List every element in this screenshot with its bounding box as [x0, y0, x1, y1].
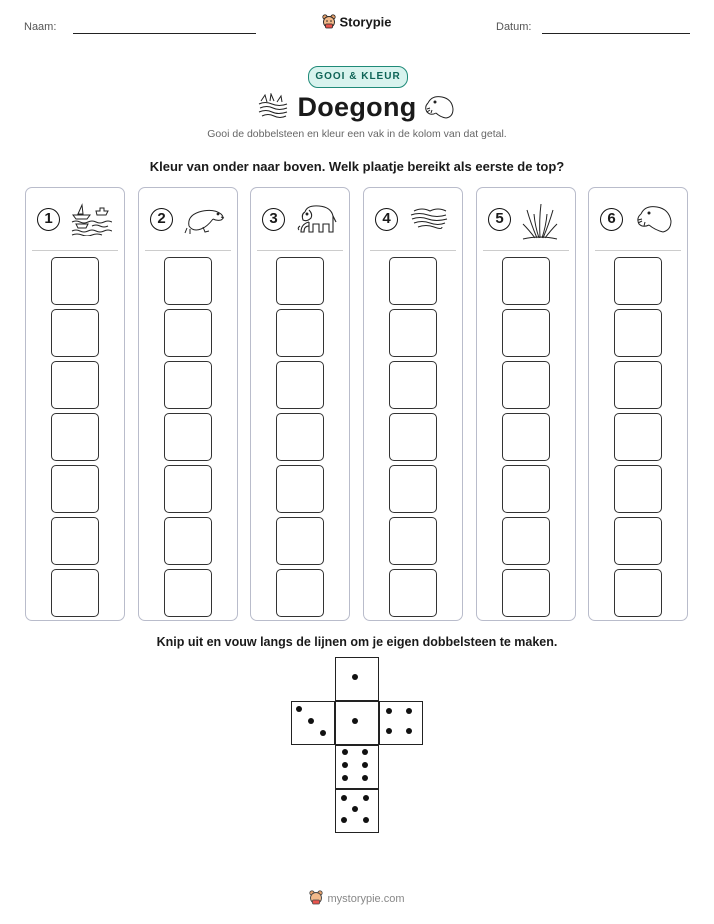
- column-header: [364, 188, 462, 250]
- die-face-1: [335, 701, 379, 745]
- die-pip: [352, 674, 358, 680]
- date-line: [542, 33, 690, 34]
- storypie-logo-icon: [309, 890, 323, 908]
- color-box[interactable]: [164, 257, 212, 305]
- color-box[interactable]: [276, 517, 324, 565]
- column-header: [589, 188, 687, 250]
- color-box[interactable]: [389, 517, 437, 565]
- color-box[interactable]: [51, 465, 99, 513]
- die-pip: [342, 762, 348, 768]
- column-divider: [257, 250, 343, 251]
- color-box[interactable]: [502, 569, 550, 617]
- die-pip: [362, 775, 368, 781]
- color-box[interactable]: [276, 465, 324, 513]
- dice-column-6: [588, 187, 688, 621]
- color-box[interactable]: [614, 257, 662, 305]
- die-pip: [352, 806, 358, 812]
- die-pip: [320, 730, 326, 736]
- column-number: 5: [488, 208, 511, 231]
- dugong-face-icon: [633, 202, 677, 241]
- dugong-face-icon: [422, 93, 456, 126]
- color-box[interactable]: [51, 517, 99, 565]
- color-box[interactable]: [502, 413, 550, 461]
- color-box[interactable]: [502, 361, 550, 409]
- color-box[interactable]: [614, 517, 662, 565]
- die-pip: [352, 718, 358, 724]
- color-box[interactable]: [389, 257, 437, 305]
- brand-name: Storypie: [339, 14, 392, 30]
- dice-column-2: [138, 187, 238, 621]
- color-box[interactable]: [614, 465, 662, 513]
- color-box[interactable]: [614, 569, 662, 617]
- column-divider: [483, 250, 569, 251]
- column-number: 2: [150, 208, 173, 231]
- die-pip: [296, 706, 302, 712]
- die-pip: [386, 708, 392, 714]
- column-number: 6: [600, 208, 623, 231]
- die-face-1: [335, 657, 379, 701]
- die-pip: [362, 749, 368, 755]
- column-divider: [145, 250, 231, 251]
- color-box[interactable]: [389, 309, 437, 357]
- column-header: [477, 188, 575, 250]
- column-divider: [595, 250, 681, 251]
- color-box[interactable]: [389, 413, 437, 461]
- die-face-5: [335, 789, 379, 833]
- dice-column-1: [25, 187, 125, 621]
- color-box[interactable]: [614, 413, 662, 461]
- dice-column-3: [250, 187, 350, 621]
- column-number: 1: [37, 208, 60, 231]
- color-box[interactable]: [502, 517, 550, 565]
- die-face-3: [291, 701, 335, 745]
- color-box[interactable]: [502, 465, 550, 513]
- boats-icon: [70, 202, 112, 241]
- die-pip: [342, 749, 348, 755]
- die-pip: [406, 708, 412, 714]
- color-box[interactable]: [276, 257, 324, 305]
- color-box[interactable]: [389, 569, 437, 617]
- color-box[interactable]: [502, 257, 550, 305]
- dice-column-5: [476, 187, 576, 621]
- color-box[interactable]: [389, 361, 437, 409]
- die-pip: [308, 718, 314, 724]
- brand: [0, 14, 714, 32]
- color-box[interactable]: [51, 361, 99, 409]
- instruction: Kleur van onder naar boven. Welk plaatje bereikt als eerste de top?: [149, 159, 565, 174]
- date-label: Datum:: [496, 21, 532, 33]
- die-pip: [341, 817, 347, 823]
- activity-badge: GOOI & KLEUR: [308, 66, 408, 88]
- die-face-4: [379, 701, 423, 745]
- name-line: [73, 33, 256, 34]
- color-box[interactable]: [164, 413, 212, 461]
- color-box[interactable]: [389, 465, 437, 513]
- die-face-6: [335, 745, 379, 789]
- color-box[interactable]: [164, 569, 212, 617]
- color-box[interactable]: [164, 361, 212, 409]
- column-header: [26, 188, 124, 250]
- page-title: Doegong: [297, 92, 417, 122]
- color-box[interactable]: [614, 309, 662, 357]
- color-box[interactable]: [614, 361, 662, 409]
- die-pip: [341, 795, 347, 801]
- color-box[interactable]: [164, 309, 212, 357]
- column-header: [251, 188, 349, 250]
- column-number: 3: [262, 208, 285, 231]
- footer-url: mystorypie.com: [327, 892, 405, 905]
- die-pip: [362, 762, 368, 768]
- die-instruction: Knip uit en vouw langs de lijnen om je eigen dobbelsteen te maken.: [156, 635, 558, 649]
- color-box[interactable]: [51, 309, 99, 357]
- color-box[interactable]: [51, 413, 99, 461]
- column-header: [139, 188, 237, 250]
- seagrass-icon: [521, 202, 559, 247]
- color-box[interactable]: [276, 309, 324, 357]
- elephant-icon: [295, 202, 339, 241]
- storypie-logo-icon: [322, 14, 336, 32]
- color-box[interactable]: [51, 569, 99, 617]
- die-pip: [406, 728, 412, 734]
- color-box[interactable]: [164, 465, 212, 513]
- name-label: Naam:: [24, 21, 57, 33]
- color-box[interactable]: [276, 569, 324, 617]
- color-box[interactable]: [276, 413, 324, 461]
- color-box[interactable]: [51, 257, 99, 305]
- column-divider: [32, 250, 118, 251]
- column-divider: [370, 250, 456, 251]
- column-number: 4: [375, 208, 398, 231]
- color-box[interactable]: [276, 361, 324, 409]
- die-pip: [363, 817, 369, 823]
- footer: [0, 890, 714, 908]
- dugong-icon: [183, 202, 227, 241]
- die-pip: [342, 775, 348, 781]
- color-box[interactable]: [164, 517, 212, 565]
- die-pip: [386, 728, 392, 734]
- dice-column-4: [363, 187, 463, 621]
- color-box[interactable]: [502, 309, 550, 357]
- seagrass-patch-icon: [408, 202, 450, 237]
- subtitle: Gooi de dobbelsteen en kleur een vak in de kolom van dat getal.: [207, 128, 507, 140]
- die-pip: [363, 795, 369, 801]
